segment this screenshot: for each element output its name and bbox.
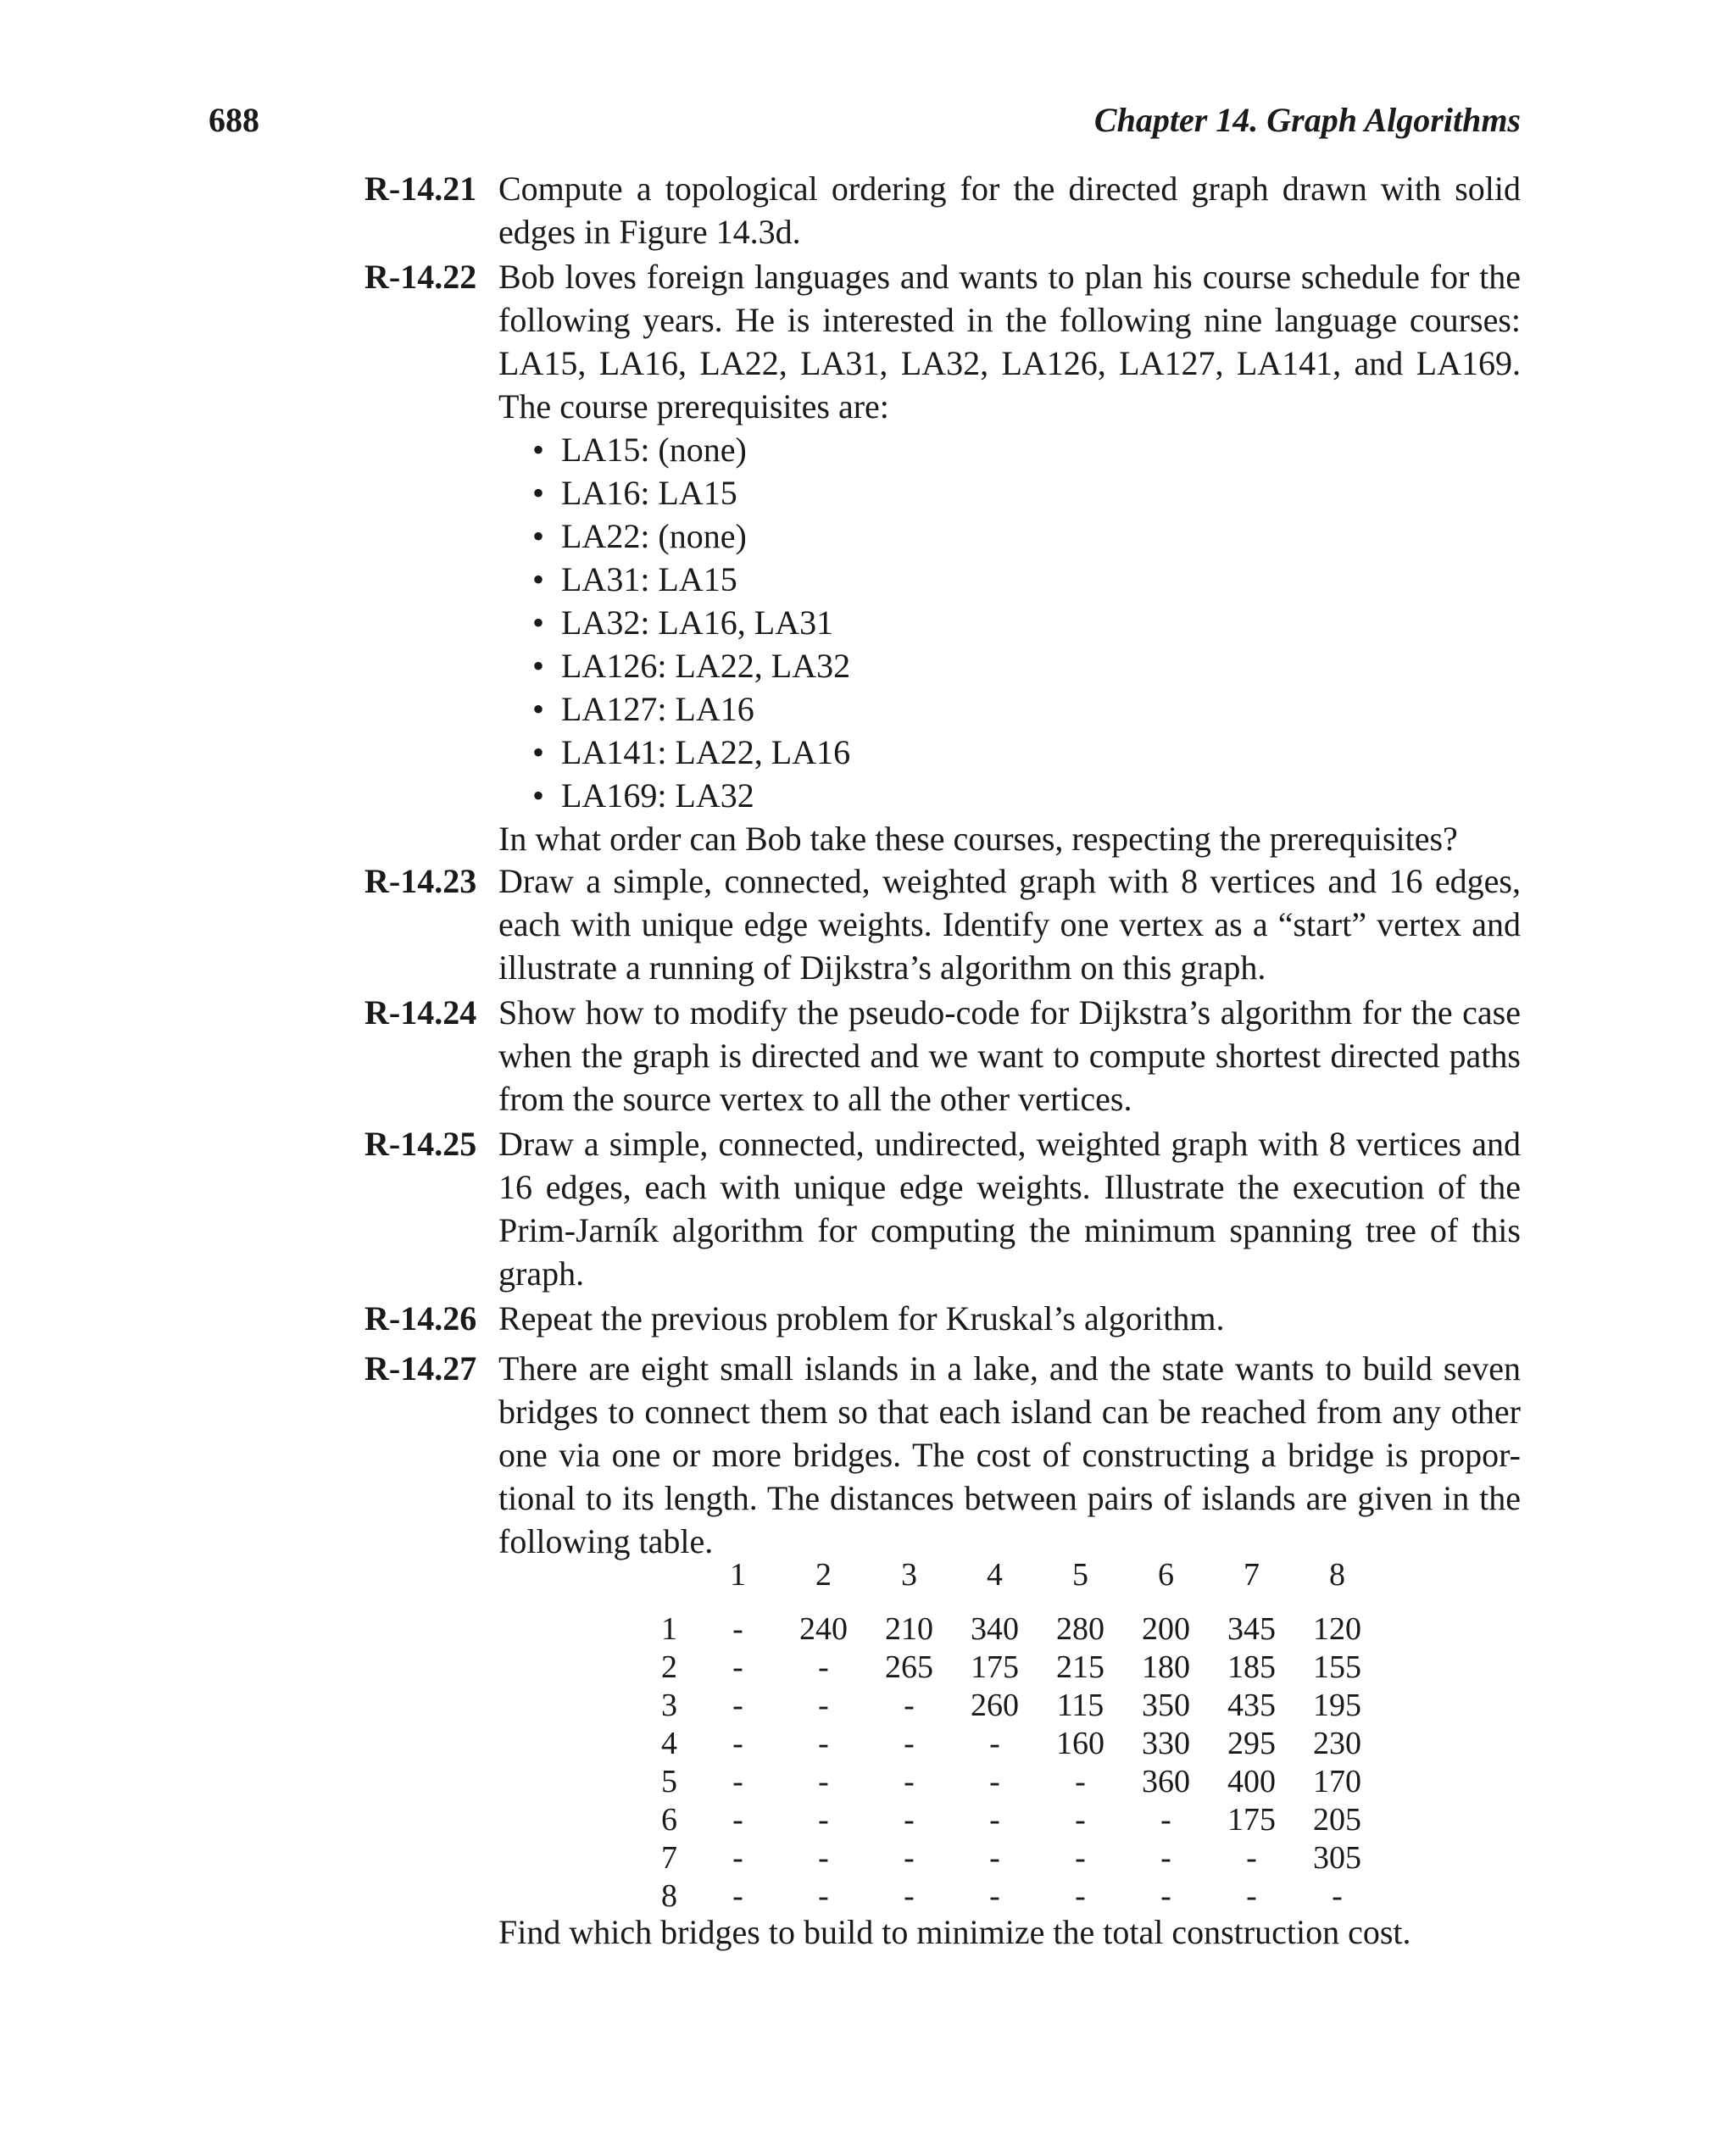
bullet-icon: •: [532, 690, 545, 728]
column-header: 3: [901, 1557, 917, 1593]
table-cell: 265: [885, 1649, 933, 1685]
table-row: [661, 1610, 1380, 1649]
problem-text: Draw a simple, connected, weighted graph with 8 vertices and 16 edges, each with unique edge weights. Identify one vertex as a “start” vertex and illustrate a running of Dijkstra’s algorithm on this graph.: [498, 862, 1521, 987]
table-cell: 360: [1142, 1764, 1190, 1799]
table-cell: -: [732, 1840, 743, 1876]
list-item: [532, 428, 1521, 471]
problem-label: R-14.24: [364, 993, 477, 1032]
list-item: [532, 644, 1521, 687]
row-header: 1: [661, 1611, 677, 1647]
table-cell: 260: [971, 1688, 1019, 1723]
table-cell: -: [732, 1802, 743, 1838]
table-cell: 170: [1313, 1764, 1361, 1799]
column-header: 8: [1329, 1557, 1345, 1593]
table-cell: 195: [1313, 1688, 1361, 1723]
problem-label: R-14.27: [364, 1349, 477, 1387]
row-header: 8: [661, 1878, 677, 1914]
table-cell: -: [989, 1764, 1000, 1799]
table-cell: -: [904, 1764, 915, 1799]
table-cell: 180: [1142, 1649, 1190, 1685]
column-header: 2: [815, 1557, 832, 1593]
table-cell: 160: [1056, 1726, 1104, 1761]
problem-body: [498, 859, 1521, 989]
bullet-icon: •: [532, 603, 545, 642]
problem-body: [498, 1122, 1521, 1295]
problem-text: Show how to modify the pseudo-code for Dijkstra’s algorithm for the case when the graph is directed and we want to compute shortest directed paths from the source vertex to all the other vertices.: [498, 993, 1521, 1118]
problem-body: [498, 167, 1521, 253]
table-cell: -: [904, 1878, 915, 1914]
table-cell: -: [1246, 1840, 1257, 1876]
table-cell: -: [989, 1878, 1000, 1914]
table-cell: 210: [885, 1611, 933, 1647]
page-number: 688: [209, 101, 259, 139]
problem-text: Draw a simple, connected, undirected, weighted graph with 8 vertices and 16 edges, each with unique edge weights. Illustrate the execution of the Prim-Jarník algorithm for computing the minimum spanning tree of this graph.: [498, 1125, 1521, 1293]
table-row: [661, 1763, 1380, 1801]
list-item-text: LA15: (none): [561, 431, 747, 469]
bullet-icon: •: [532, 647, 545, 685]
list-item-text: LA127: LA16: [561, 690, 754, 728]
table-cell: -: [818, 1840, 829, 1876]
list-item-text: LA31: LA15: [561, 560, 737, 598]
table-cell: -: [1075, 1764, 1086, 1799]
table-cell: 330: [1142, 1726, 1190, 1761]
problem-text: Repeat the previous problem for Kruskal’s algorithm.: [498, 1299, 1225, 1337]
table-cell: 435: [1227, 1688, 1276, 1723]
list-item: [532, 471, 1521, 514]
table-cell: -: [732, 1764, 743, 1799]
table-cell: 155: [1313, 1649, 1361, 1685]
row-header: 5: [661, 1764, 677, 1799]
list-item: [532, 687, 1521, 731]
problem-body: [498, 991, 1521, 1121]
table-cell: -: [989, 1726, 1000, 1761]
list-item-text: LA16: LA15: [561, 474, 737, 512]
table-cell: 115: [1056, 1688, 1104, 1723]
problem-text: Compute a topological ordering for the directed graph drawn with solid edges in Figure 14.3d.: [498, 170, 1521, 251]
table-row: [661, 1649, 1380, 1687]
row-header: 4: [661, 1726, 677, 1761]
table-cell: 400: [1227, 1764, 1276, 1799]
table-cell: -: [732, 1649, 743, 1685]
problem-label: R-14.25: [364, 1125, 477, 1163]
bullet-icon: •: [532, 431, 545, 469]
prerequisite-list: [498, 428, 1521, 817]
table-cell: -: [989, 1840, 1000, 1876]
table-cell: -: [1160, 1878, 1171, 1914]
list-item-text: LA32: LA16, LA31: [561, 603, 834, 642]
bullet-icon: •: [532, 733, 545, 771]
table-cell: -: [818, 1688, 829, 1723]
problem-label: R-14.23: [364, 862, 477, 900]
table-cell: 345: [1227, 1611, 1276, 1647]
bullet-icon: •: [532, 776, 545, 815]
problem-label: R-14.26: [364, 1299, 477, 1337]
table-cell: -: [904, 1840, 915, 1876]
column-header: 7: [1244, 1557, 1260, 1593]
table-cell: 120: [1313, 1611, 1361, 1647]
problem-body: [498, 255, 1521, 860]
table-cell: 205: [1313, 1802, 1361, 1838]
bullet-icon: •: [532, 517, 545, 555]
row-header: 6: [661, 1802, 677, 1838]
column-header: 6: [1158, 1557, 1174, 1593]
table-cell: -: [904, 1688, 915, 1723]
table-cell: 215: [1056, 1649, 1104, 1685]
list-item-text: LA169: LA32: [561, 776, 754, 815]
table-cell: -: [818, 1649, 829, 1685]
table-cell: 200: [1142, 1611, 1190, 1647]
row-header: 2: [661, 1649, 677, 1685]
table-cell: 230: [1313, 1726, 1361, 1761]
table-cell: 305: [1313, 1840, 1361, 1876]
table-cell: 340: [971, 1611, 1019, 1647]
table-cell: 185: [1227, 1649, 1276, 1685]
problem-label: R-14.22: [364, 258, 477, 296]
row-header: 7: [661, 1840, 677, 1876]
table-cell: -: [989, 1802, 1000, 1838]
list-item: [532, 774, 1521, 817]
list-item: [532, 731, 1521, 774]
list-item-text: LA141: LA22, LA16: [561, 733, 851, 771]
table-cell: 240: [799, 1611, 848, 1647]
table-cell: -: [818, 1726, 829, 1761]
table-cell: 295: [1227, 1726, 1276, 1761]
table-corner: [661, 1558, 695, 1610]
list-item: [532, 514, 1521, 558]
table-cell: -: [1160, 1802, 1171, 1838]
table-cell: -: [732, 1611, 743, 1647]
list-item: [532, 558, 1521, 601]
table-row: [661, 1725, 1380, 1763]
problem-body: [498, 1347, 1521, 1563]
list-item-text: LA22: (none): [561, 517, 747, 555]
bullet-icon: •: [532, 474, 545, 512]
table-cell: -: [732, 1878, 743, 1914]
table-cell: -: [904, 1726, 915, 1761]
table-cell: -: [732, 1726, 743, 1761]
column-header: 4: [987, 1557, 1003, 1593]
table-body: [661, 1610, 1380, 1916]
table-cell: -: [1332, 1878, 1343, 1914]
table-cell: -: [818, 1764, 829, 1799]
table-row: [661, 1839, 1380, 1877]
problem-label: R-14.21: [364, 170, 477, 208]
island-distance-table: [661, 1558, 1380, 1916]
table-cell: -: [1075, 1802, 1086, 1838]
chapter-title: Chapter 14. Graph Algorithms: [1093, 101, 1521, 139]
table-cell: -: [818, 1878, 829, 1914]
table-cell: -: [818, 1802, 829, 1838]
table-cell: 175: [971, 1649, 1019, 1685]
table-cell: 175: [1227, 1802, 1276, 1838]
problem-body: [498, 1297, 1521, 1340]
table-cell: -: [904, 1802, 915, 1838]
table-row: [661, 1801, 1380, 1839]
problem-text: Bob loves foreign languages and wants to plan his course schedule for the following years. He is interested in the following nine language courses: LA15, LA16, LA22, LA31, LA32, LA126, LA127, LA141, and LA169. The course prerequisites are:: [498, 258, 1521, 425]
page-header: [209, 100, 1521, 144]
table-row: [661, 1687, 1380, 1725]
table-header-row: [661, 1558, 1380, 1610]
table-cell: 280: [1056, 1611, 1104, 1647]
table-cell: -: [732, 1688, 743, 1723]
list-item-text: LA126: LA22, LA32: [561, 647, 851, 685]
list-item: [532, 601, 1521, 644]
problem-question: In what order can Bob take these courses, respecting the prerequisites?: [498, 820, 1458, 858]
column-header: 5: [1072, 1557, 1088, 1593]
table-cell: -: [1075, 1878, 1086, 1914]
table-cell: -: [1075, 1840, 1086, 1876]
bullet-icon: •: [532, 560, 545, 598]
problem-text: There are eight small islands in a lake, and the state wants to build seven bridges to connect them so that each island can be reached from any other one via one or more bridges. The cost of constructing a bridge is propor-tional to its length. The distances between pairs of islands are given in the following table.: [498, 1349, 1521, 1560]
problem-question: Find which bridges to build to minimize the total construction cost.: [498, 1913, 1411, 1951]
column-header: 1: [730, 1557, 746, 1593]
row-header: 3: [661, 1688, 677, 1723]
table-cell: 350: [1142, 1688, 1190, 1723]
table-cell: -: [1160, 1840, 1171, 1876]
table-cell: -: [1246, 1878, 1257, 1914]
